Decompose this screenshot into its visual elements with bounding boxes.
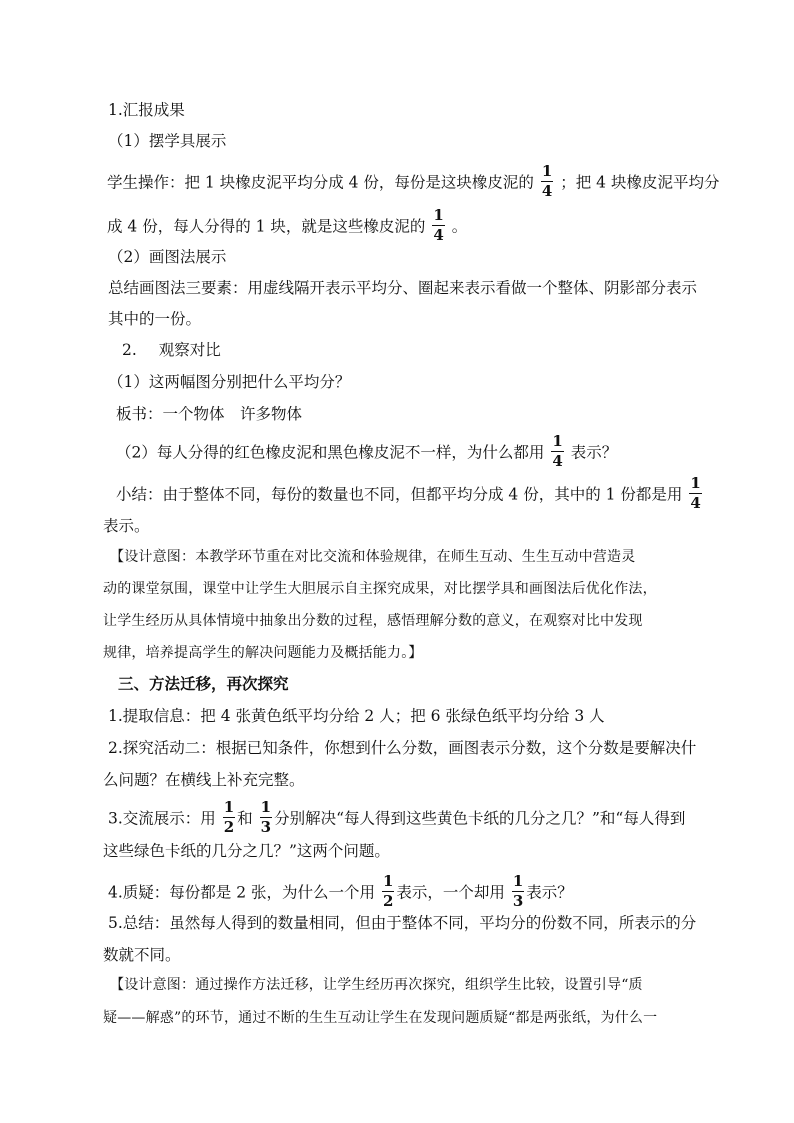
student-operation-line1 (107, 162, 720, 201)
board-writing: 板书：一个物体 许多物体 (116, 405, 303, 423)
summary-line2: 其中的一份。 (108, 310, 202, 328)
denominator: 4 (541, 182, 553, 200)
item-1-extract-info: 1.提取信息：把 4 张黄色纸平均分给 2 人；把 6 张绿色纸平均分给 3 人 (108, 707, 605, 725)
conclusion-line1 (116, 474, 704, 513)
fraction-one-quarter (541, 164, 553, 199)
text: 表示？ (570, 443, 618, 462)
design-note-2-line1: 【设计意图：通过操作方法迁移，让学生经历再次探究，组织学生比较，设置引导“质 (110, 977, 643, 993)
fraction-one-third (260, 800, 272, 835)
question-2 (116, 432, 618, 471)
numerator: 1 (690, 474, 701, 492)
summary-line1: 总结画图法三要素：用虚线隔开表示平均分、圈起来表示看做一个整体、阴影部分表示 (108, 279, 698, 297)
fraction-one-half (223, 800, 235, 835)
numerator: 1 (512, 872, 524, 890)
text: ；把 4 块橡皮泥平均分 (560, 173, 720, 192)
fraction-one-quarter (689, 476, 701, 511)
design-note-1-line3: 让学生经历从具体情境中抽象出分数的过程，感悟理解分数的意义，在观察对比中发现 (103, 613, 643, 629)
item-5-line1: 5.总结：虽然每人得到的数量相同，但由于整体不同，平均分的份数不同，所表示的分 (108, 914, 697, 932)
denominator: 3 (260, 818, 272, 836)
text: （2）每人分得的红色橡皮泥和黑色橡皮泥不一样，为什么都用 (116, 443, 545, 462)
design-note-1-line1: 【设计意图：本教学环节重在对比交流和体验规律，在师生互动、生生互动中营造灵 (110, 549, 636, 565)
denominator: 4 (552, 452, 563, 470)
heading-report-results: 1.汇报成果 (108, 101, 185, 119)
heading-text: 观察对比 (158, 341, 221, 359)
item-3-line2: 这些绿色卡纸的几分之几？”这两个问题。 (103, 842, 390, 860)
text: 表示，一个却用 (396, 883, 505, 902)
item-2-line1: 2.探究活动二：根据已知条件，你想到什么分数，画图表示分数，这个分数是要解决什 (108, 739, 697, 757)
denominator: 2 (382, 892, 394, 910)
text: 3.交流展示：用 (108, 809, 216, 828)
design-note-1-line2: 动的课堂氛围，课堂中让学生大胆展示自主探究成果，对比摆学具和画图法后优化作法， (103, 581, 657, 597)
denominator: 3 (512, 892, 524, 910)
numerator: 1 (223, 798, 235, 816)
heading-number: 2. (122, 341, 137, 359)
text: 小结：由于整体不同，每份的数量也不同，但都平均分成 4 份，其中的 1 份都是用 (116, 485, 683, 504)
fraction-one-third (512, 874, 524, 909)
fraction-one-half (382, 874, 394, 909)
text: 成 4 份，每人分得的 1 块，就是这些橡皮泥的 (107, 217, 426, 236)
student-operation-line2 (107, 206, 468, 245)
item-2-line2: 么问题？在横线上补充完整。 (103, 771, 305, 789)
numerator: 1 (260, 798, 272, 816)
text: 4.质疑：每份都是 2 张，为什么一个用 (108, 883, 376, 902)
heading-method-transfer: 三、方法迁移，再次探究 (118, 674, 289, 693)
numerator: 1 (552, 432, 563, 450)
design-note-2-line2: 疑——解惑”的环节，通过不断的生生互动让学生在发现问题质疑“都是两张纸，为什么一 (103, 1010, 658, 1026)
numerator: 1 (433, 206, 444, 224)
heading-observe-compare (122, 340, 221, 360)
text: 和 (237, 809, 253, 828)
numerator: 1 (541, 162, 553, 180)
item-5-line2: 数就不同。 (103, 946, 181, 964)
text: 。 (451, 217, 468, 236)
sub-heading-props: （1）摆学具展示 (108, 132, 227, 150)
denominator: 4 (433, 226, 444, 244)
item-4-question (108, 872, 573, 911)
fraction-one-quarter (432, 208, 444, 243)
conclusion-line2: 表示。 (103, 517, 150, 535)
text: 表示？ (526, 883, 573, 902)
question-1: （1）这两幅图分别把什么平均分？ (108, 373, 351, 391)
text: 分别解决“每人得到这些黄色卡纸的几分之几？”和“每人得到 (274, 809, 686, 828)
design-note-1-line4: 规律，培养提高学生的解决问题能力及概括能力。】 (103, 645, 423, 661)
denominator: 4 (690, 494, 701, 512)
text: 学生操作：把 1 块橡皮泥平均分成 4 份，每份是这块橡皮泥的 (107, 173, 534, 192)
numerator: 1 (382, 872, 394, 890)
sub-heading-drawing: （2）画图法展示 (108, 248, 227, 266)
denominator: 2 (223, 818, 235, 836)
item-3-line1 (108, 798, 686, 837)
fraction-one-quarter (551, 434, 563, 469)
